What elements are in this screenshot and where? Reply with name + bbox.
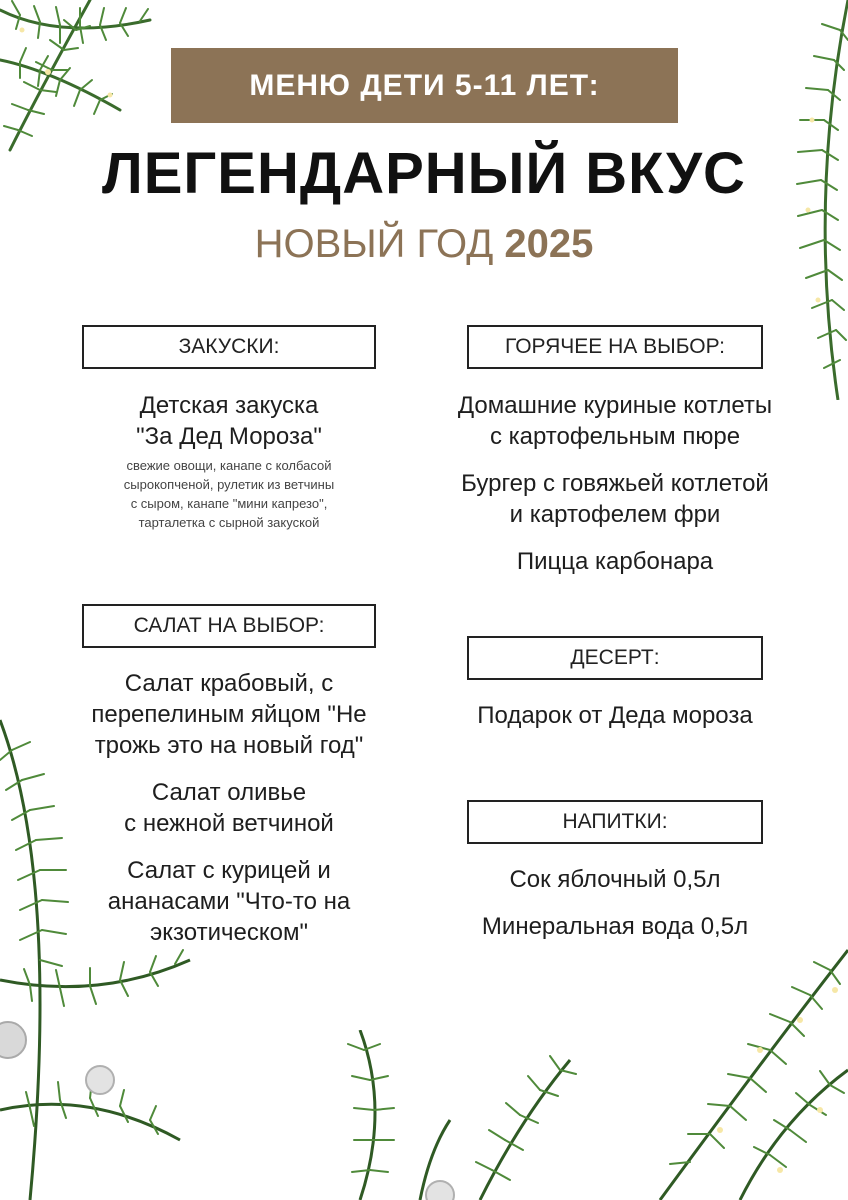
banner-text: МЕНЮ ДЕТИ 5-11 ЛЕТ: <box>249 68 600 102</box>
section-header-drinks <box>467 800 763 844</box>
description-line: с сыром, канапе "мини капрезо", <box>130 496 328 511</box>
pine-branch-bottom-center-decoration <box>320 1030 650 1200</box>
salad-list <box>82 668 376 964</box>
dish-line: перепелиным яйцом "Не <box>91 701 367 728</box>
section-header-salad <box>82 604 376 648</box>
dish-line: экзотическом" <box>150 919 308 946</box>
dish-item <box>445 864 785 895</box>
section-title: ДЕСЕРТ: <box>570 646 660 669</box>
dish-description <box>82 456 376 532</box>
dish-line: трожь это на новый год" <box>94 732 364 759</box>
section-title: САЛАТ НА ВЫБОР: <box>133 614 325 637</box>
dish-line: Бургер с говяжьей котлетой <box>461 470 769 497</box>
section-title: ГОРЯЧЕЕ НА ВЫБОР: <box>505 335 725 358</box>
page-subtitle <box>0 222 848 267</box>
dish-line: с нежной ветчиной <box>124 810 334 837</box>
dish-line: Сок яблочный 0,5л <box>509 866 721 893</box>
pine-branch-bottom-right-decoration <box>620 930 848 1200</box>
description-line: тарталетка с сырной закуской <box>138 515 320 530</box>
hot-list <box>445 390 785 593</box>
dish-line: Домашние куриные котлеты <box>457 392 773 419</box>
dish-item <box>82 668 376 761</box>
dish-item <box>445 911 785 942</box>
dish-name: Детская закуска <box>139 392 319 419</box>
description-line: сырокопченой, рулетик из ветчины <box>123 477 335 492</box>
dish-name: "За Дед Мороза" <box>136 423 322 450</box>
dessert-list <box>445 700 785 747</box>
dish-line: Салат оливье <box>151 779 307 806</box>
dish-line: и картофелем фри <box>509 501 721 528</box>
drinks-list <box>445 864 785 958</box>
dish-item <box>82 855 376 948</box>
dish-line: Подарок от Деда мороза <box>477 702 753 729</box>
description-line: свежие овощи, канапе с колбасой <box>126 458 332 473</box>
snacks-list <box>82 390 376 532</box>
section-header-hot <box>467 325 763 369</box>
dish-item <box>445 700 785 731</box>
dish-line: Салат с курицей и <box>127 857 331 884</box>
dish-line: ананасами "Что-то на <box>107 888 351 915</box>
dish-item <box>82 777 376 839</box>
section-title: ЗАКУСКИ: <box>178 335 280 358</box>
dish-line: Пицца карбонара <box>516 548 714 575</box>
dish-item <box>445 546 785 577</box>
dish-item <box>445 468 785 530</box>
page-title: ЛЕГЕНДАРНЫЙ ВКУС <box>102 141 746 206</box>
dish-item <box>445 390 785 452</box>
dish-line: Минеральная вода 0,5л <box>481 913 749 940</box>
section-header-dessert <box>467 636 763 680</box>
dish-line: Салат крабовый, с <box>124 670 334 697</box>
subtitle-year: 2025 <box>504 222 594 266</box>
dish-line: с картофельным пюре <box>489 423 741 450</box>
section-header-snacks <box>82 325 376 369</box>
section-title: НАПИТКИ: <box>562 810 668 833</box>
menu-age-banner <box>171 48 678 123</box>
subtitle-text: НОВЫЙ ГОД <box>254 222 494 266</box>
